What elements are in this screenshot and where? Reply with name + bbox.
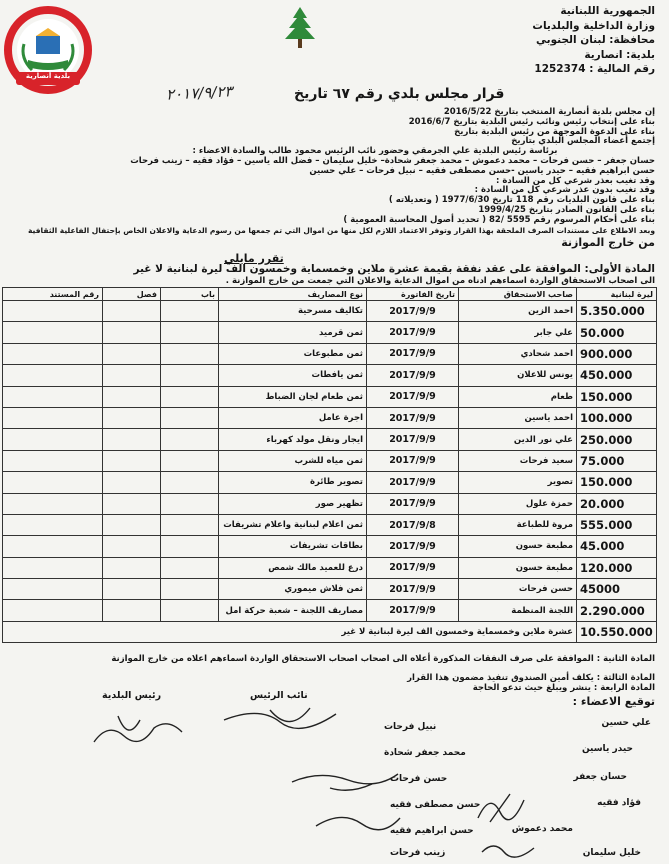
payee-cell: احمد ياسين <box>459 407 577 428</box>
type-cell: ايجار ونقل مولد كهرباء <box>219 429 367 450</box>
section-cell <box>103 557 161 578</box>
chapter-cell <box>161 493 219 514</box>
chapter-cell <box>161 343 219 364</box>
payee-cell: علي جابر <box>459 322 577 343</box>
total-words: عشرة ملاين وخمسماية وخمسون الف ليرة لبنانية لا غير <box>3 621 577 642</box>
header-line: محافظة: لبنان الجنوبي <box>536 34 655 46</box>
doc-cell <box>3 343 103 364</box>
section-cell <box>103 386 161 407</box>
preamble-line: بناء على قانون البلديات رقم 118 تاريخ 1977/6/30 ( وتعديلاته ) <box>388 195 655 206</box>
payee-cell: اللجنة المنظمة <box>459 600 577 621</box>
type-cell: اجرة عامل <box>219 407 367 428</box>
date-cell: 2017/9/9 <box>367 536 459 557</box>
total-amount: 10.550.000 <box>577 621 657 642</box>
table-row <box>3 343 657 364</box>
amount-cell: 45000 <box>577 579 657 600</box>
amount-cell: 450.000 <box>577 365 657 386</box>
date-cell: 2017/9/9 <box>367 386 459 407</box>
total-row <box>3 621 657 642</box>
chapter-cell <box>161 407 219 428</box>
member-signature <box>290 762 400 802</box>
date-cell: 2017/9/9 <box>367 429 459 450</box>
doc-cell <box>3 472 103 493</box>
deputy-label: نائب الرئيس <box>250 690 308 701</box>
member-mid: حسن فرحات <box>390 774 448 784</box>
table-row <box>3 514 657 535</box>
payee-cell: مطبعة حسون <box>459 536 577 557</box>
preamble-line: وبعد الاطلاع على مستندات الصرف الملحقة بهذا القرار وتوفر الاعتماد اللازم لكل منها من اموال التي تم جمعها من رسوم الدعاية والاعلان الخاص بإحتفال الفاعلية الثقافية <box>28 225 655 235</box>
decision-title: قرار مجلس بلدي رقم ٦٧ تاريخ <box>294 86 505 102</box>
col-date-header: تاريخ الفاتورة <box>367 288 459 301</box>
doc-cell <box>3 536 103 557</box>
table-row <box>3 301 657 322</box>
payee-cell: مروة للطباعة <box>459 514 577 535</box>
preamble-line: بناء على إنتخاب رئيس ونائب رئيس البلدية بتاريخ 2016/6/7 <box>408 116 655 127</box>
table-row <box>3 322 657 343</box>
doc-cell <box>3 301 103 322</box>
type-cell: ثمن مياه للشرب <box>219 450 367 471</box>
preamble-line: حسن ابراهيم فقيه – حيدر ياسين -حسن مصطفى فقيه – نبيل فرحات – علي حسين <box>309 165 655 176</box>
section-cell <box>103 301 161 322</box>
amount-cell: 50.000 <box>577 322 657 343</box>
header-line: الجمهورية اللبنانية <box>560 5 655 17</box>
municipality-logo <box>2 4 94 96</box>
table-row <box>3 407 657 428</box>
col-doc-header: رقم المستند <box>3 288 103 301</box>
doc-cell <box>3 429 103 450</box>
preamble-line: حسان جعفر – حسن فرحات – محمد دعموش – محمد جعفر شحادة– خليل سليمان – فضل الله ياسين – فؤاد فقيه – زينب فرحات <box>130 155 655 166</box>
member-mid: زينب فرحات <box>390 848 446 858</box>
doc-cell <box>3 557 103 578</box>
chapter-cell <box>161 600 219 621</box>
table-row <box>3 579 657 600</box>
header-line: رقم المالية : 1252374 <box>534 63 655 75</box>
doc-cell <box>3 386 103 407</box>
payee-cell: يونس للاعلان <box>459 365 577 386</box>
articles-after <box>95 654 655 693</box>
member-mid: نبيل فرحات <box>384 722 437 732</box>
type-cell: بطاقات تشريفات <box>219 536 367 557</box>
chapter-cell <box>161 579 219 600</box>
amount-cell: 20.000 <box>577 493 657 514</box>
type-cell: ثمن فلاش ميموري <box>219 579 367 600</box>
header-line: بلدية: انصارية <box>584 48 655 61</box>
type-cell: ثمن يافطات <box>219 365 367 386</box>
doc-cell <box>3 450 103 471</box>
header-line: وزارة الداخلية والبلديات <box>532 19 655 32</box>
section-cell <box>103 600 161 621</box>
member-mid: حسن مصطفى فقيه <box>390 800 481 810</box>
date-cell: 2017/9/9 <box>367 301 459 322</box>
preamble-line: وقد تغيب بدون عذر شرعي كل من السادة : <box>474 185 655 196</box>
article-one-sub: الى اصحاب الاستحقاق الواردة اسماءهم ادناه من اموال الدعاية والاعلان التي جمعت من خارج الموازنة . <box>225 276 655 286</box>
amount-cell: 555.000 <box>577 514 657 535</box>
type-cell: درع للعميد مالك شمص <box>219 557 367 578</box>
section-cell <box>103 407 161 428</box>
amount-cell: 100.000 <box>577 407 657 428</box>
payee-cell: علي نور الدين <box>459 429 577 450</box>
section-cell <box>103 493 161 514</box>
signatures-title: توقيع الاعضاء : <box>572 695 655 708</box>
section-cell <box>103 365 161 386</box>
table-row <box>3 600 657 621</box>
chapter-cell <box>161 450 219 471</box>
type-cell: ثمن مطبوعات <box>219 343 367 364</box>
date-cell: 2017/9/9 <box>367 450 459 471</box>
date-cell: 2017/9/9 <box>367 493 459 514</box>
amount-cell: 75.000 <box>577 450 657 471</box>
section-cell <box>103 322 161 343</box>
section-cell <box>103 536 161 557</box>
table-row <box>3 493 657 514</box>
payee-cell: مطبعة حسون <box>459 557 577 578</box>
doc-cell <box>3 514 103 535</box>
amount-cell: 5.350.000 <box>577 301 657 322</box>
handwritten-date: ٢٠١٧/٩/٢٣ <box>165 82 233 104</box>
preamble-line: إجتمع أعضاء المجلس البلدي بتاريخ <box>511 136 655 147</box>
mayor-label: رئيس البلدية <box>102 690 162 701</box>
member-right: فؤاد فقيه <box>597 798 641 808</box>
logo-caption: بلدية أنصارية <box>25 72 71 80</box>
payee-cell: تصوير <box>459 472 577 493</box>
member-signature <box>478 838 538 862</box>
amount-cell: 150.000 <box>577 472 657 493</box>
preamble-line: إن مجلس بلدية أنصارية المنتخب بتاريخ 2016/5/22 <box>443 107 655 117</box>
member-right: حيدر ياسين <box>581 744 633 754</box>
chapter-cell <box>161 301 219 322</box>
expenses-table <box>2 287 657 643</box>
payee-cell: طعام <box>459 386 577 407</box>
member-signature <box>312 808 402 838</box>
preamble-line: بناء على الدعوة الموجهة من رئيس البلدية بتاريخ <box>454 126 655 137</box>
col-type-header: نوع المصاريف <box>219 288 367 301</box>
member-right: حسان جعفر <box>573 772 627 782</box>
amount-cell: 150.000 <box>577 386 657 407</box>
payee-cell: احمد شحادي <box>459 343 577 364</box>
type-cell: ثمن اعلام لبنانية واعلام تشريفات <box>219 514 367 535</box>
preamble-line: برئاسة رئيس البلدية علي الجرمقي وحضور نائب الرئيس محمود طالب والسادة الاعضاء : <box>192 146 558 157</box>
type-cell: تظهير صور <box>219 493 367 514</box>
table-row <box>3 429 657 450</box>
preamble-line: وقد تغيب بعذر شرعي كل من السادة : <box>496 175 655 186</box>
date-cell: 2017/9/9 <box>367 407 459 428</box>
table-row <box>3 472 657 493</box>
chapter-cell <box>161 557 219 578</box>
decided-heading: تقرر مايلي <box>224 252 284 265</box>
amount-cell: 120.000 <box>577 557 657 578</box>
amount-cell: 250.000 <box>577 429 657 450</box>
chapter-cell <box>161 386 219 407</box>
payee-cell: حمزة علول <box>459 493 577 514</box>
date-cell: 2017/9/8 <box>367 514 459 535</box>
amount-cell: 45.000 <box>577 536 657 557</box>
doc-cell <box>3 365 103 386</box>
table-row <box>3 557 657 578</box>
chapter-cell <box>161 536 219 557</box>
article-line: المادة الثالثة : يكلف أمين الصندوق تنفيذ مضمون هذا القرار <box>407 673 655 683</box>
chapter-cell <box>161 322 219 343</box>
preamble <box>28 107 655 235</box>
table-row <box>3 536 657 557</box>
section-cell <box>103 514 161 535</box>
chapter-cell <box>161 472 219 493</box>
article-line: المادة الرابعة : ينشر ويبلغ حيث تدعو الحاجة <box>472 683 655 693</box>
type-cell: ثمن طعام لجان الضباط <box>219 386 367 407</box>
date-cell: 2017/9/9 <box>367 472 459 493</box>
amount-cell: 900.000 <box>577 343 657 364</box>
payee-cell: احمد الزين <box>459 301 577 322</box>
amount-cell: 2.290.000 <box>577 600 657 621</box>
table-header-row <box>3 288 657 301</box>
date-cell: 2017/9/9 <box>367 365 459 386</box>
from-budget-label: من خارج الموازنة <box>561 236 655 249</box>
doc-cell <box>3 322 103 343</box>
col-payee-header: صاحب الاستحقاق <box>459 288 577 301</box>
payee-cell: سعيد فرحات <box>459 450 577 471</box>
type-cell: تصوير طائرة <box>219 472 367 493</box>
member-right: خليل سليمان <box>582 848 641 858</box>
mayor-signature <box>88 702 188 752</box>
deputy-signature <box>220 700 340 740</box>
article-line: المادة الثانية : الموافقة على صرف النفقات المذكورة أعلاه الى اصحاب اصحاب الاستحقاق الواردة اسماءهم اعلاه من خارج الموازنة <box>111 654 655 664</box>
section-cell <box>103 343 161 364</box>
col-amount-header: ليرة لبنانية <box>577 288 657 301</box>
type-cell: مصاريف اللجنة – شعبة حركة امل <box>219 600 367 621</box>
member-mid: حسن ابراهيم فقيه <box>390 826 474 836</box>
header-block <box>455 4 655 77</box>
doc-cell <box>3 493 103 514</box>
type-cell: تكاليف مسرحية <box>219 301 367 322</box>
member-mid: محمد جعفر شحادة <box>384 748 466 758</box>
member-right: علي حسين <box>601 718 651 728</box>
doc-cell <box>3 600 103 621</box>
chapter-cell <box>161 365 219 386</box>
table-row <box>3 365 657 386</box>
table-row <box>3 450 657 471</box>
date-cell: 2017/9/9 <box>367 600 459 621</box>
chapter-cell <box>161 514 219 535</box>
cedar-emblem <box>280 4 320 50</box>
member-right: محمد دعموش <box>511 824 573 834</box>
table-row <box>3 386 657 407</box>
section-cell <box>103 579 161 600</box>
article-one: المادة الأولى: الموافقة على عقد نفقة بقيمة عشرة ملاين وخمسماية وخمسون الف ليرة لبنانية لا غير <box>133 263 655 275</box>
col-section-header: فصل <box>103 288 161 301</box>
section-cell <box>103 472 161 493</box>
section-cell <box>103 429 161 450</box>
doc-cell <box>3 579 103 600</box>
date-cell: 2017/9/9 <box>367 557 459 578</box>
member-signature <box>470 788 530 828</box>
section-cell <box>103 450 161 471</box>
chapter-cell <box>161 429 219 450</box>
col-chapter-header: باب <box>161 288 219 301</box>
payee-cell: حسن فرحات <box>459 579 577 600</box>
preamble-line: بناء على أحكام المرسوم رقم 5595 /82 ( تحديد أصول المحاسبة العمومية ) <box>343 214 655 225</box>
type-cell: ثمن قرميد <box>219 322 367 343</box>
preamble-line: بناء على القانون الصادر بتاريخ 1999/4/25 <box>478 204 655 215</box>
date-cell: 2017/9/9 <box>367 579 459 600</box>
doc-cell <box>3 407 103 428</box>
date-cell: 2017/9/9 <box>367 343 459 364</box>
date-cell: 2017/9/9 <box>367 322 459 343</box>
